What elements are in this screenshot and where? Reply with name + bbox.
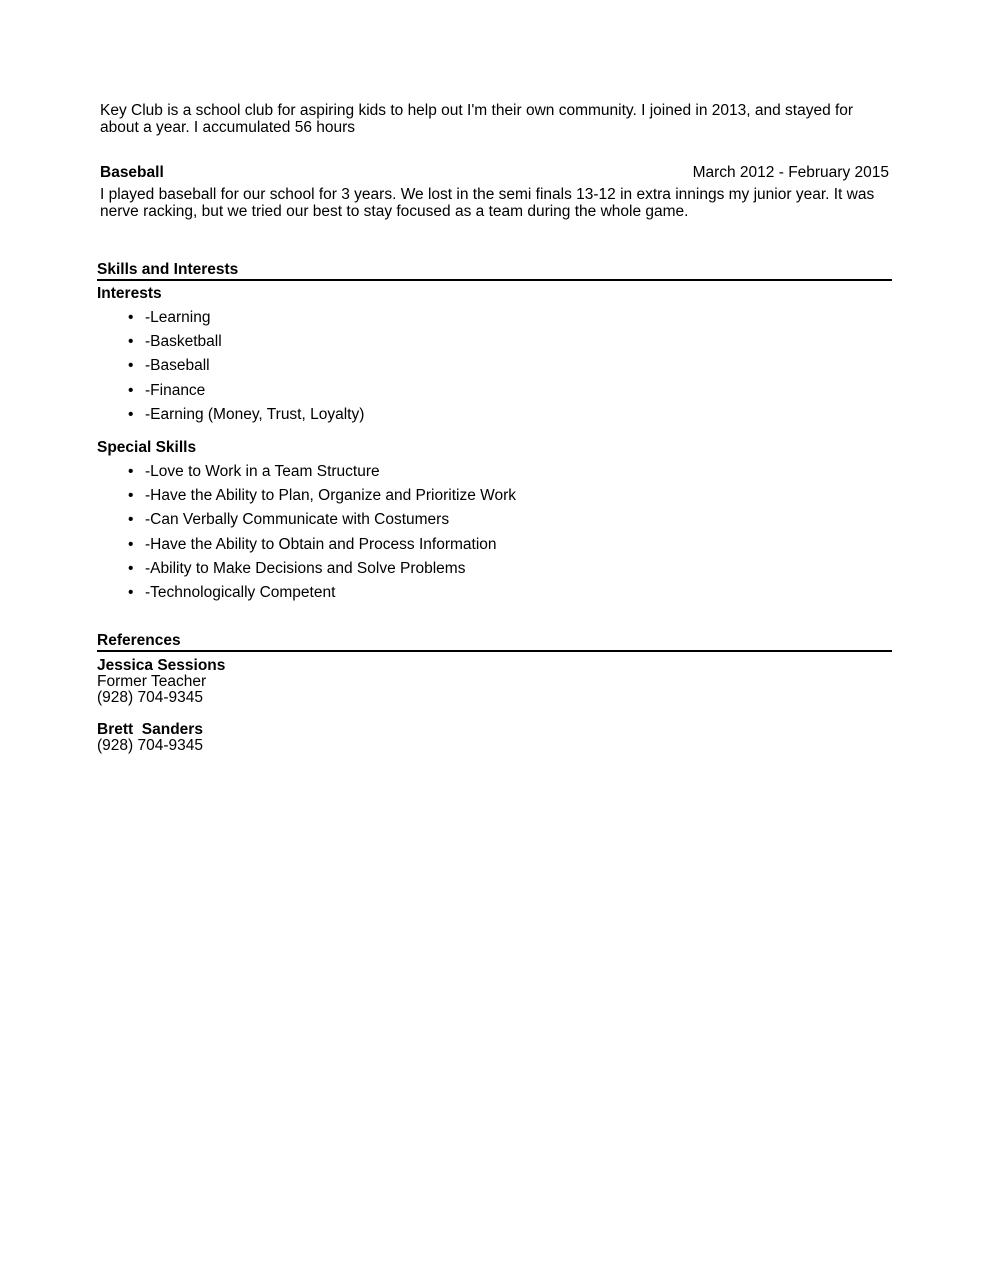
list-item: • -Learning [128, 309, 211, 326]
bullet-icon: • [128, 405, 134, 423]
baseball-description: I played baseball for our school for 3 years. We lost in the semi finals 13-12 in extra innings my junior year. It was nerve racking, but we tried our best to stay focused as a team during the whole game. [100, 186, 875, 220]
bullet-icon: • [128, 333, 134, 351]
reference-phone: (928) 704-9345 [97, 737, 203, 754]
list-item: • -Have the Ability to Obtain and Process Information [128, 535, 497, 553]
interests-heading: Interests [97, 285, 162, 302]
list-item: • -Baseball [128, 357, 210, 375]
list-item: • -Have the Ability to Plan, Organize and Prioritize Work [128, 487, 517, 505]
bullet-icon: • [128, 559, 134, 577]
bullet-icon: • [128, 381, 134, 399]
key-club-description: Key Club is a school club for aspiring kids to help out I'm their own community. I joined in 2013, and stayed for about a year. I accumulated 56 hours [100, 102, 854, 136]
list-item: • -Love to Work in a Team Structure [128, 463, 380, 480]
baseball-title: Baseball [100, 164, 164, 181]
baseball-entry-header [100, 164, 889, 182]
list-item: • -Earning (Money, Trust, Loyalty) [128, 405, 365, 423]
baseball-dates: March 2012 - February 2015 [692, 164, 889, 181]
reference-entry [97, 658, 225, 706]
special-skills-list [128, 463, 516, 608]
reference-name: Jessica Sessions [97, 657, 226, 674]
list-item: • -Basketball [128, 333, 222, 351]
bullet-icon: • [128, 357, 134, 375]
reference-role: Former Teacher [97, 673, 207, 690]
bullet-icon: • [128, 463, 134, 480]
bullet-icon: • [128, 583, 134, 601]
list-item: • -Finance [128, 381, 206, 399]
list-item: • -Ability to Make Decisions and Solve Problems [128, 559, 466, 577]
interests-list [128, 309, 364, 430]
references-heading: References [97, 632, 892, 652]
reference-entry [97, 722, 203, 754]
reference-phone: (928) 704-9345 [97, 689, 203, 706]
list-item: • -Can Verbally Communicate with Costumers [128, 511, 450, 529]
bullet-icon: • [128, 535, 134, 553]
reference-name: Brett Sanders [97, 721, 203, 738]
bullet-icon: • [128, 511, 134, 529]
special-skills-heading: Special Skills [97, 439, 197, 456]
bullet-icon: • [128, 487, 134, 505]
list-item: • -Technologically Competent [128, 583, 336, 601]
bullet-icon: • [128, 309, 134, 326]
skills-interests-heading: Skills and Interests [97, 261, 892, 281]
